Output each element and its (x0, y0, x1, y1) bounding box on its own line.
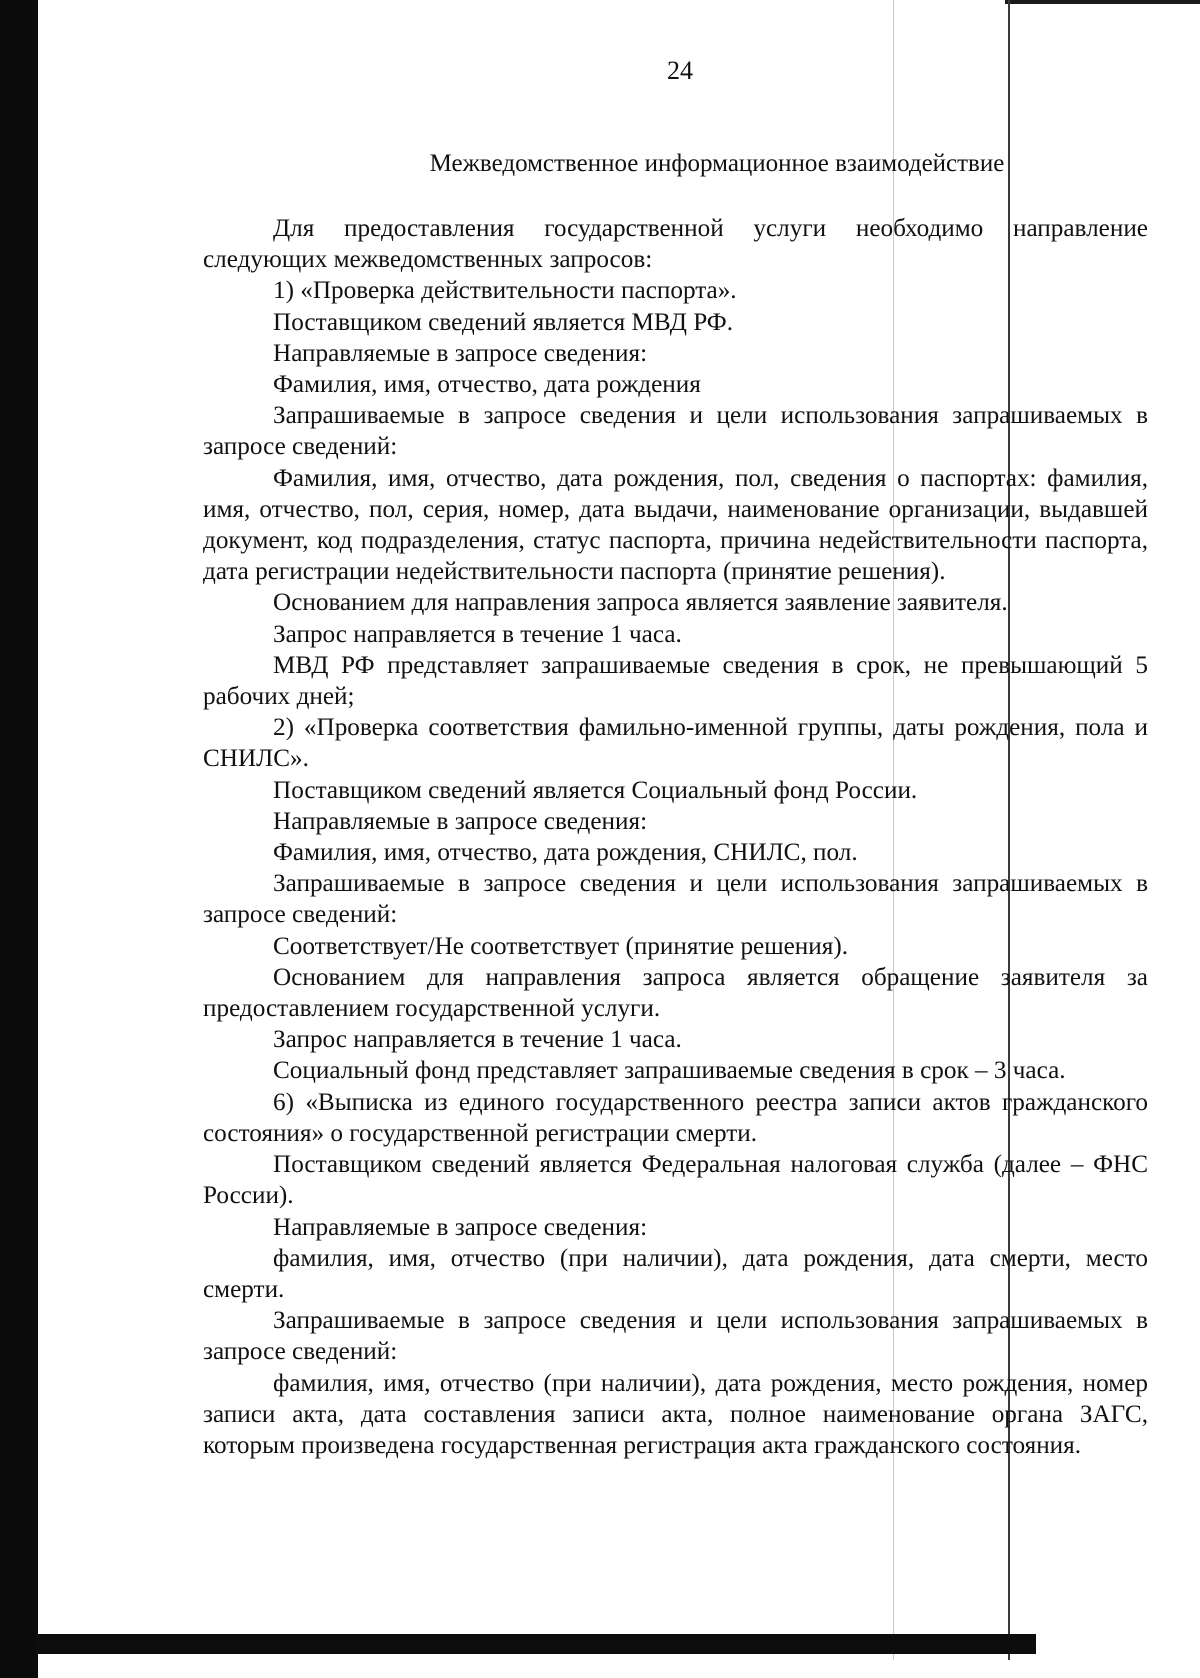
paragraph: Соответствует/Не соответствует (принятие решения). (273, 932, 849, 960)
paragraph: Запрашиваемые в запросе сведения и цели использования запрашиваемых в запросе сведений: (203, 1307, 1148, 1366)
paragraph: 2) «Проверка соответствия фамильно-именной группы, даты рождения, пола и СНИЛС». (203, 714, 1148, 773)
scan-border-top (1005, 0, 1200, 4)
paragraph: Поставщиком сведений является Социальный фонд России. (273, 776, 918, 804)
paragraph: МВД РФ представляет запрашиваемые сведения в срок, не превышающий 5 рабочих дней; (203, 651, 1148, 711)
paragraph: Основанием для направления запроса является заявление заявителя. (273, 589, 1008, 617)
paragraph: Запрашиваемые в запросе сведения и цели использования запрашиваемых в запросе сведений: (203, 402, 1148, 461)
page-number: 24 (667, 56, 693, 85)
paragraph: Запрос направляется в течение 1 часа. (273, 1026, 682, 1054)
paragraph: фамилия, имя, отчество (при наличии), дата рождения, дата смерти, место смерти. (203, 1244, 1148, 1303)
paragraph: Направляемые в запросе сведения: (273, 1213, 648, 1241)
paragraph: 1) «Проверка действительности паспорта». (273, 277, 737, 305)
section-title: Межведомственное информационное взаимодействие (429, 150, 1005, 177)
paragraph: Фамилия, имя, отчество, дата рождения, пол, сведения о паспортах: фамилия, имя, отчество, пол, серия, номер, дата выдачи, наименование организации, выдавшей документ, код подразделения, статус паспорта, причина недействительности паспорта, дата регистрации недействительности паспорта (принятие решения). (203, 464, 1148, 586)
scan-border-left (0, 0, 38, 1678)
paragraph: Поставщиком сведений является МВД РФ. (273, 308, 734, 336)
paragraph: Основанием для направления запроса является обращение заявителя за предоставлением государственной услуги. (203, 963, 1148, 1023)
paragraph: Направляемые в запросе сведения: (273, 807, 648, 835)
paragraph: Фамилия, имя, отчество, дата рождения (273, 371, 701, 399)
paragraph: фамилия, имя, отчество (при наличии), дата рождения, место рождения, номер записи акта, дата составления записи акта, полное наименование органа ЗАГС, которым произведена государственная регистрация акта гражданского состояния. (203, 1369, 1148, 1459)
paragraph: Запрос направляется в течение 1 часа. (273, 620, 682, 648)
paragraph: Запрашиваемые в запросе сведения и цели использования запрашиваемых в запросе сведений: (203, 870, 1148, 929)
paragraph: Поставщиком сведений является Федеральная налоговая служба (далее – ФНС России). (203, 1151, 1148, 1210)
scan-border-bottom (36, 1634, 1036, 1654)
document-body (203, 213, 1148, 1461)
paragraph: Для предоставления государственной услуги необходимо направление следующих межведомственных запросов: (203, 215, 1148, 274)
paragraph: Фамилия, имя, отчество, дата рождения, СНИЛС, пол. (273, 839, 858, 867)
paragraph: Направляемые в запросе сведения: (273, 339, 648, 367)
paragraph: 6) «Выписка из единого государственного реестра записи актов гражданского состояния» о государственной регистрации смерти. (203, 1088, 1148, 1147)
paragraph: Социальный фонд представляет запрашиваемые сведения в срок – 3 часа. (273, 1057, 1066, 1085)
